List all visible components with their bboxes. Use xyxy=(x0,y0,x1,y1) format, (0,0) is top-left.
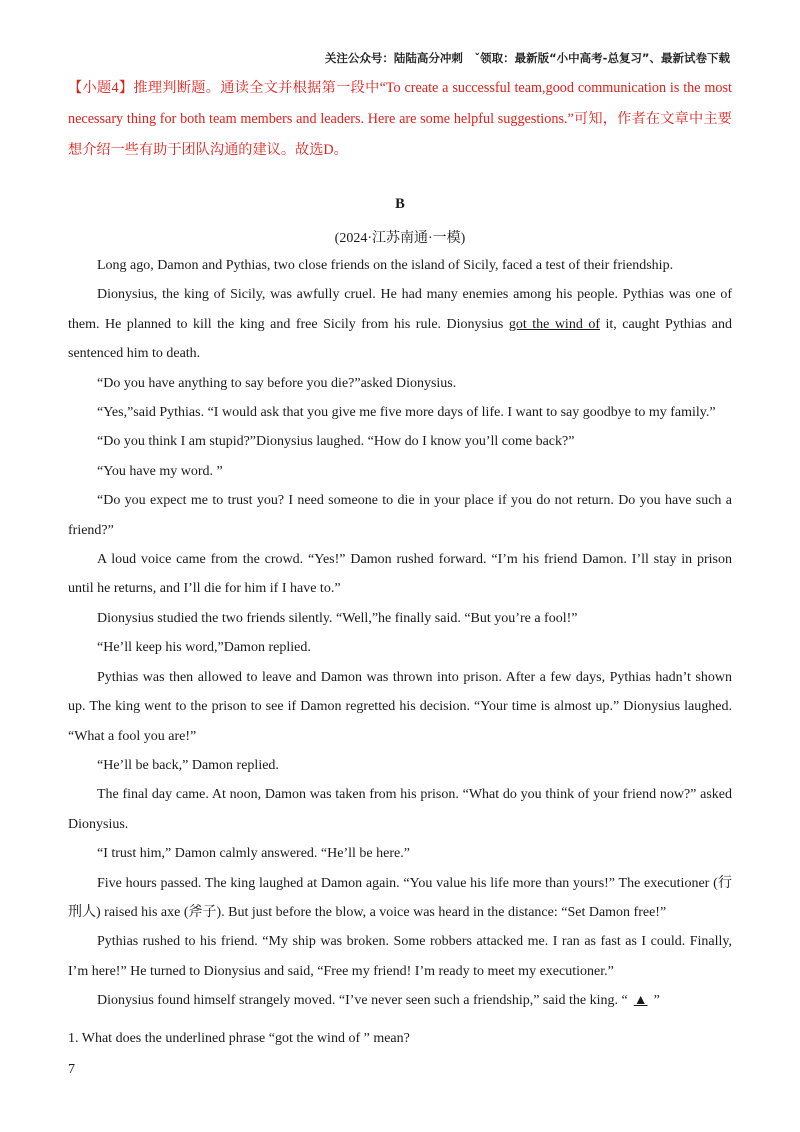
paragraph xyxy=(68,280,732,368)
paragraph: “Do you expect me to trust you? I need someone to die in your place if you do not return. Do you have such a friend?” xyxy=(68,493,732,538)
paragraph: “Do you have anything to say before you die?”asked Dionysius. xyxy=(97,375,457,391)
answer-explanation xyxy=(68,73,732,166)
section-title: B xyxy=(395,196,405,212)
paragraph: Pythias was then allowed to leave and Damon was thrown into prison. After a few days, Pythias hadn’t shown up. The king went to the prison to see if Damon regretted his decision. “Your time is almost up.” Dionysius laughed. “What a fool you are!” xyxy=(68,669,732,744)
paragraph: Dionysius studied the two friends silently. “Well,”he finally said. “But you’re a fool!” xyxy=(97,610,578,626)
paragraph: “I trust him,” Damon calmly answered. “He’ll be here.” xyxy=(97,846,410,862)
paragraph: “You have my word. ” xyxy=(97,463,223,479)
paragraph: “He’ll be back,” Damon replied. xyxy=(97,757,279,773)
passage xyxy=(68,251,732,1016)
paragraph: Five hours passed. The king laughed at Damon again. “You value his life more than yours!” The executioner (行刑人) raised his axe (斧子). But just before the blow, a voice was heard in the distance: “Set Damon free!” xyxy=(68,875,732,920)
answer-text: 【小题4】推理判断题。通读全文并根据第一段中“To create a successful team,good communication is the most necessary thing for both team members and leaders. Here are some helpful suggestions.”可知，作者在文章中主要想介绍一些有助于团队沟通的建议。故选D。 xyxy=(68,80,732,158)
question-1: 1. What does the underlined phrase “got the wind of ” mean? xyxy=(68,1031,410,1046)
paragraph-text: Dionysius found himself strangely moved. “I’ve never seen such a friendship,” said the king. “ xyxy=(97,993,628,1009)
page-number: 7 xyxy=(68,1062,75,1077)
paragraph-text: it, caught Pythias and sentenced him to death. xyxy=(68,316,732,362)
paragraph: “Yes,”said Pythias. “I would ask that you give me five more days of life. I want to say goodbye to my family.” xyxy=(97,405,716,421)
section-source: (2024·江苏南通·一模) xyxy=(334,231,466,246)
paragraph xyxy=(68,986,732,1015)
paragraph-text: ” xyxy=(653,993,660,1009)
answer-blank: ▲ xyxy=(633,993,648,1009)
page-header: 关注公众号：陆陆高分冲刺 ˇ领取：最新版“小中高考-总复习”、最新试卷下载 xyxy=(324,51,730,65)
paragraph-text: Dionysius, the king of Sicily, was awfully cruel. He had many enemies among his people. Pythias was one of them. He planned to kill the king and free Sicily from his rule. Dionysius xyxy=(68,287,732,332)
paragraph: “Do you think I am stupid?”Dionysius laughed. “How do I know you’ll come back?” xyxy=(97,434,575,450)
paragraph: A loud voice came from the crowd. “Yes!” Damon rushed forward. “I’m his friend Damon. I’ll stay in prison until he returns, and I’ll die for him if I have to.” xyxy=(68,552,732,597)
paragraph: The final day came. At noon, Damon was taken from his prison. “What do you think of your friend now?” asked Dionysius. xyxy=(68,787,732,832)
paragraph: Long ago, Damon and Pythias, two close friends on the island of Sicily, faced a test of their friendship. xyxy=(97,258,674,273)
paragraph: “He’ll keep his word,”Damon replied. xyxy=(97,640,311,656)
underlined-phrase: got the wind of xyxy=(508,316,600,332)
paragraph: Pythias rushed to his friend. “My ship was broken. Some robbers attacked me. I ran as fast as I could. Finally, I’m here!” He turned to Dionysius and said, “Free my friend! I’m ready to meet my executioner.” xyxy=(68,934,732,979)
